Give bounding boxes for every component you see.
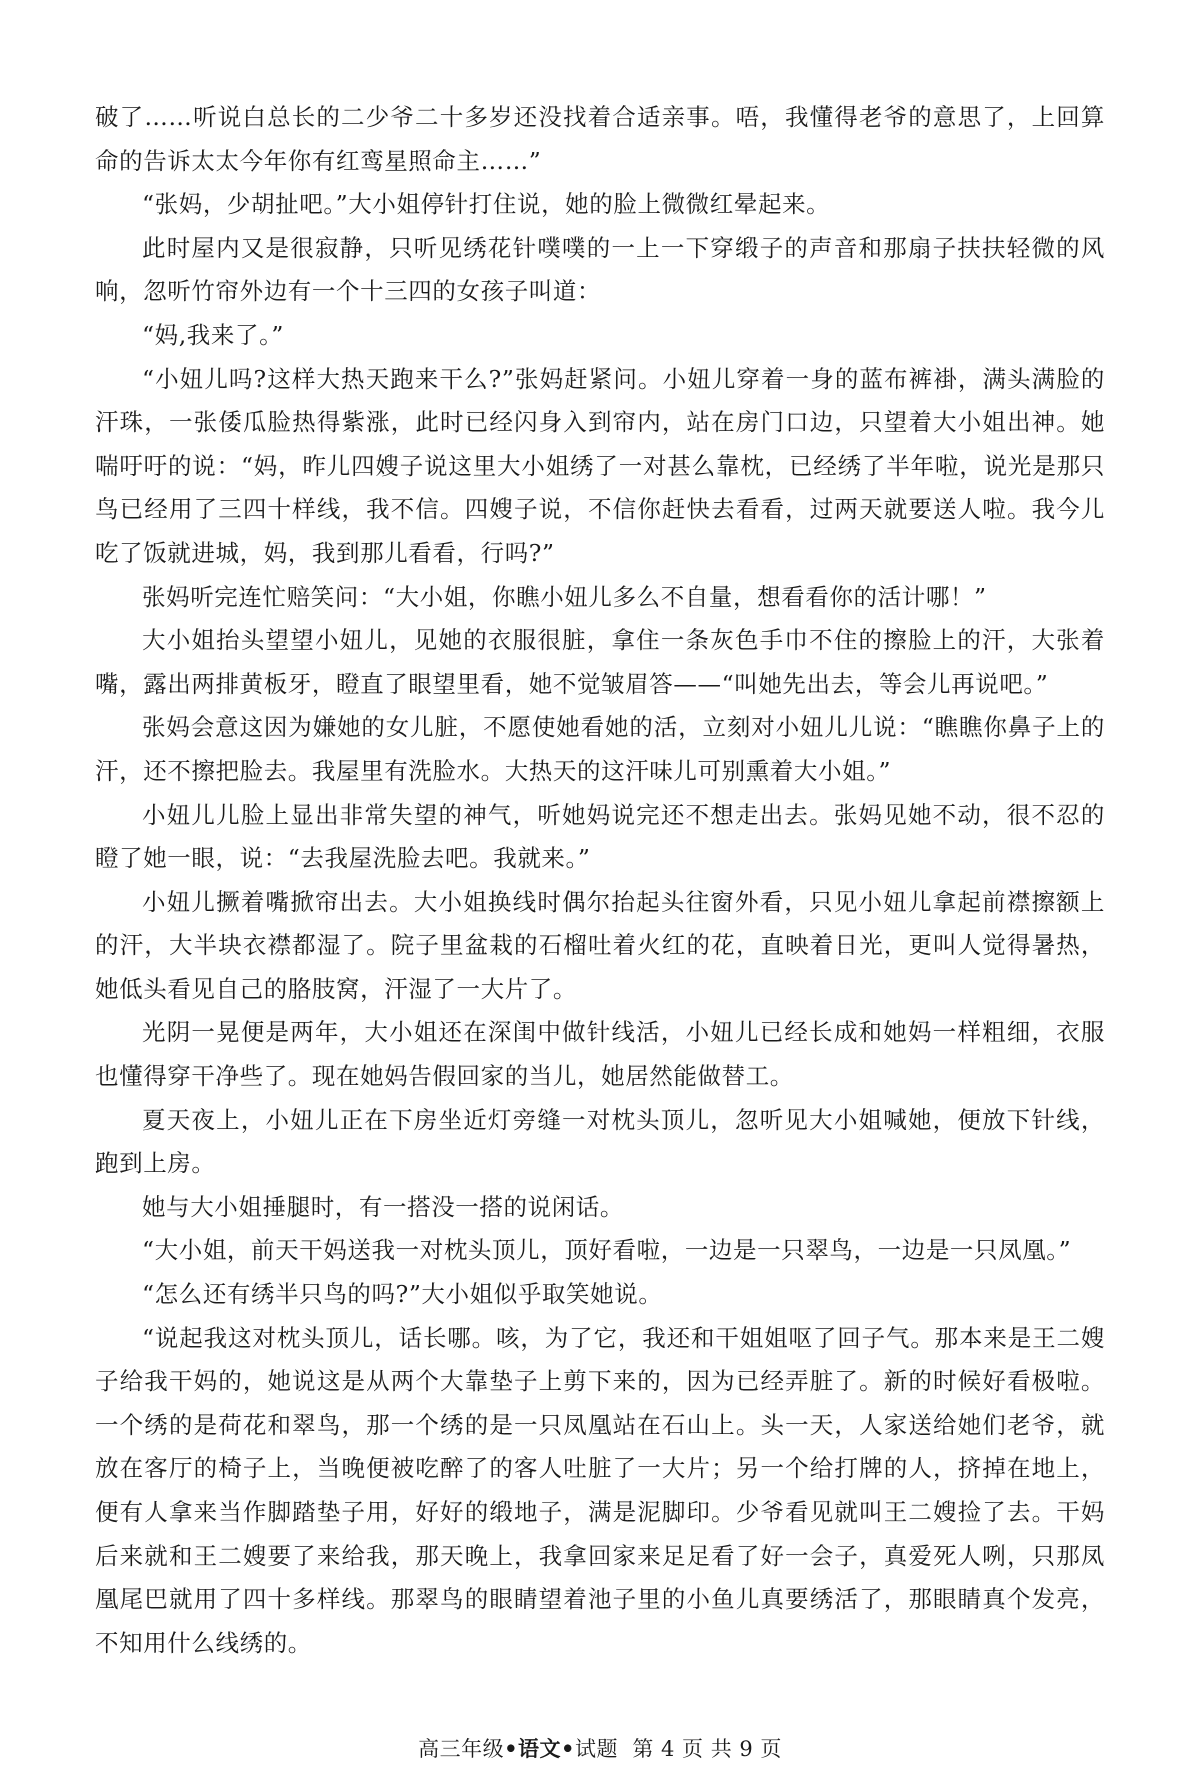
footer-page-info: 第 4 页 共 9 页: [632, 1737, 782, 1761]
footer-grade: 高三年级: [418, 1737, 505, 1761]
paragraph-12: 夏天夜上，小妞儿正在下房坐近灯旁缝一对枕头顶儿，忽听见大小姐喊她，便放下针线，跑到上房。: [95, 1105, 1105, 1178]
footer-subject: 语文: [518, 1736, 562, 1761]
paragraph-7: 大小姐抬头望望小妞儿，见她的衣服很脏，拿住一条灰色手巾不住的擦脸上的汗，大张着嘴，露出两排黄板牙，瞪直了眼望里看，她不觉皱眉答——“叫她先出去，等会儿再说吧。”: [95, 626, 1105, 698]
paragraph-1: 破了……听说白总长的二少爷二十多岁还没找着合适亲事。唔，我懂得老爷的意思了，上回算命的告诉太太今年你有红鸾星照命主……”: [95, 103, 1105, 175]
footer-doc-type: 试题: [574, 1737, 618, 1761]
paragraph-16: “说起我这对枕头顶儿，话长哪。咳，为了它，我还和干姐姐呕了回子气。那本来是王二嫂子给我干妈的，她说这是从两个大靠垫子上剪下来的，因为已经弄脏了。新的时候好看极啦。一个绣的是荷花和翠鸟，那一个绣的是一只凤凰站在石山上。头一天，人家送给她们老爷，就放在客厅的椅子上，当晚便被吃醉了的客人吐脏了一大片；另一个给打牌的人，挤掉在地上，便有人拿来当作脚踏垫子用，好好的缎地子，满是泥脚印。少爷看见就叫王二嫂捡了去。干妈后来就和王二嫂要了来给我，那天晚上，我拿回家来足足看了好一会子，真爱死人咧，只那凤凰尾巴就用了四十多样线。那翠鸟的眼睛望着池子里的小鱼儿真要绣活了，那眼睛真个发亮，不知用什么线绣的。: [95, 1323, 1105, 1657]
footer-separator: •: [504, 1736, 519, 1761]
page-footer: [0, 1736, 1200, 1762]
paragraph-11: 光阴一晃便是两年，大小姐还在深闺中做针线活，小妞儿已经长成和她妈一样粗细，衣服也懂得穿干净些了。现在她妈告假回家的当儿，她居然能做替工。: [95, 1018, 1105, 1091]
paragraph-3: 此时屋内又是很寂静，只听见绣花针噗噗的一上一下穿缎子的声音和那扇子扶扶轻微的风响，忽听竹帘外边有一个十三四的女孩子叫道：: [95, 233, 1105, 306]
paragraph-8: 张妈会意这因为嫌她的女儿脏，不愿使她看她的活，立刻对小妞儿儿说：“瞧瞧你鼻子上的汗，还不擦把脸去。我屋里有洗脸水。大热天的这汗味儿可别熏着大小姐。”: [95, 713, 1105, 785]
paragraph-2: “张妈，少胡扯吧。”大小姐停针打住说，她的脸上微微红晕起来。: [142, 190, 831, 219]
paragraph-5: “小妞儿吗?这样大热天跑来干么?”张妈赶紧问。小妞儿穿着一身的蓝布裤褂，满头满脸的汗珠，一张倭瓜脸热得紫涨，此时已经闪身入到帘内，站在房门口边，只望着大小姐出神。她喘吁吁的说：“妈，昨儿四嫂子说这里大小姐绣了一对甚么靠枕，已经绣了半年啦，说光是那只鸟已经用了三四十样线，我不信。四嫂子说，不信你赶快去看看，过两天就要送人啦。我今儿吃了饭就进城，妈，我到那儿看看，行吗?”: [95, 364, 1105, 567]
paragraph-4: “妈,我来了。”: [142, 320, 285, 349]
paragraph-15: “怎么还有绣半只鸟的吗?”大小姐似乎取笑她说。: [142, 1280, 663, 1309]
paragraph-14: “大小姐，前天干妈送我一对枕头顶儿，顶好看啦，一边是一只翠鸟，一边是一只凤凰。”: [142, 1236, 1072, 1265]
footer-separator: •: [561, 1736, 575, 1761]
paragraph-6: 张妈听完连忙赔笑问：“大小姐，你瞧小妞儿多么不自量，想看看你的活计哪！”: [142, 582, 987, 611]
paragraph-13: 她与大小姐捶腿时，有一搭没一搭的说闲话。: [142, 1192, 624, 1221]
paragraph-9: 小妞儿儿脸上显出非常失望的神气，听她妈说完还不想走出去。张妈见她不动，很不忍的瞪了她一眼，说：“去我屋洗脸去吧。我就来。”: [95, 800, 1105, 873]
exam-page-body: [95, 96, 1105, 1665]
paragraph-10: 小妞儿撅着嘴掀帘出去。大小姐换线时偶尔抬起头往窗外看，只见小妞儿拿起前襟擦额上的汗，大半块衣襟都湿了。院子里盆栽的石榴吐着火红的花，直映着日光，更叫人觉得暑热，她低头看见自己的胳肢窝，汗湿了一大片了。: [95, 887, 1105, 1003]
